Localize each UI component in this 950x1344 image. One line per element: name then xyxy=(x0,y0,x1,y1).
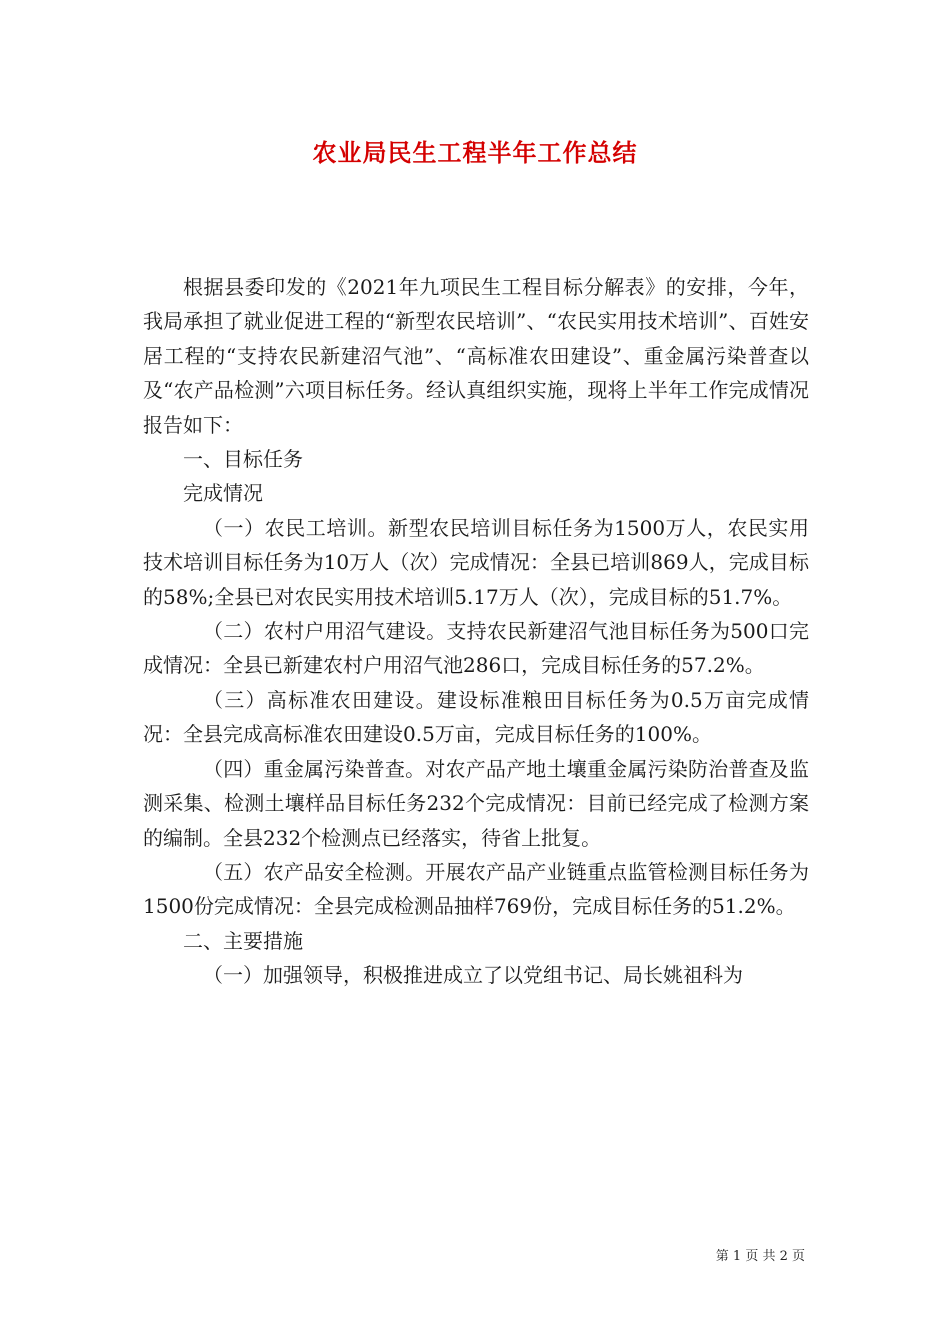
document-title: 农业局民生工程半年工作总结 xyxy=(312,138,638,167)
section-heading-targets: 一、目标任务 xyxy=(183,447,303,472)
section-heading-measures: 二、主要措施 xyxy=(183,928,303,953)
paragraph-item-1: （一）农民工培训。新型农民培训目标任务为1500万人，农民实用技术培训目标任务为10万人（次）完成情况：全县已培训869人，完成目标的58%;全县已对农民实用技术培训5.17万人（次），完成目标的51.7%。 xyxy=(143,515,809,609)
paragraph-measure-1: （一）加强领导，积极推进成立了以党组书记、局长姚祖科为 xyxy=(203,963,743,988)
subheading-completion: 完成情况 xyxy=(183,481,263,506)
page-number: 第 1 页 共 2 页 xyxy=(715,1249,805,1264)
paragraph-item-2: （二）农村户用沼气建设。支持农民新建沼气池目标任务为500口完成情况：全县已新建农村户用沼气池286口，完成目标任务的57.2%。 xyxy=(143,619,809,678)
paragraph-item-3: （三）高标准农田建设。建设标准粮田目标任务为0.5万亩完成情况：全县完成高标准农田建设0.5万亩，完成目标任务的100%。 xyxy=(143,687,809,747)
paragraph-item-5: （五）农产品安全检测。开展农产品产业链重点监管检测目标任务为1500份完成情况：全县完成检测品抽样769份，完成目标任务的51.2%。 xyxy=(143,859,809,919)
paragraph-item-4: （四）重金属污染普查。对农产品产地土壤重金属污染防治普查及监测采集、检测土壤样品目标任务232个完成情况：目前已经完成了检测方案的编制。全县232个检测点已经落实，待省上批复。 xyxy=(143,756,809,850)
document-body xyxy=(143,270,809,993)
paragraph-intro: 根据县委印发的《2021年九项民生工程目标分解表》的安排，今年，我局承担了就业促进工程的“新型农民培训”、“农民实用技术培训”、百姓安居工程的“支持农民新建沼气池”、“高标准农田建设”、重金属污染普查以及“农产品检测”六项目标任务。经认真组织实施，现将上半年工作完成情况报告如下： xyxy=(143,275,809,437)
